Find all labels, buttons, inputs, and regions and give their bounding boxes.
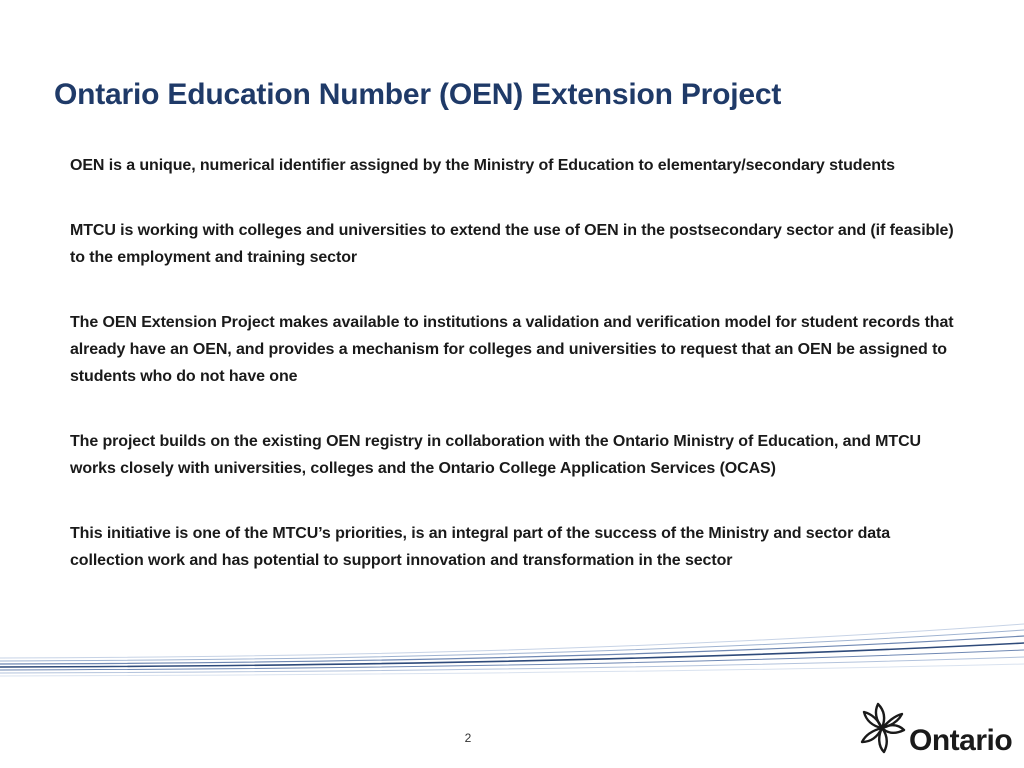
decorative-swoosh-lines [0,610,1024,690]
bullet-paragraph-3: The OEN Extension Project makes available to institutions a validation and verification model for student records that already have an OEN, and provides a mechanism for colleges and universities to request that an OEN be assigned to students who do not have one [70,314,954,385]
page-number: 2 [464,731,472,745]
logo-text: Ontario [909,724,1013,757]
ontario-logo [858,700,1018,760]
bullet-paragraph-1: OEN is a unique, numerical identifier assigned by the Ministry of Education to elementary/secondary students [70,157,895,174]
trillium-icon [858,700,908,756]
bullet-paragraph-5: This initiative is one of the MTCU’s priorities, is an integral part of the success of the Ministry and sector data collection work and has potential to support innovation and transformation in the sector [70,525,891,569]
bullet-paragraph-2: MTCU is working with colleges and universities to extend the use of OEN in the postsecondary sector and (if feasible) to the employment and training sector [70,222,954,266]
bullet-list [70,152,968,574]
slide-title: Ontario Education Number (OEN) Extension Project [54,78,782,111]
bullet-paragraph-4: The project builds on the existing OEN registry in collaboration with the Ontario Ministry of Education, and MTCU works closely with universities, colleges and the Ontario College Application Services (OCAS) [70,433,921,477]
